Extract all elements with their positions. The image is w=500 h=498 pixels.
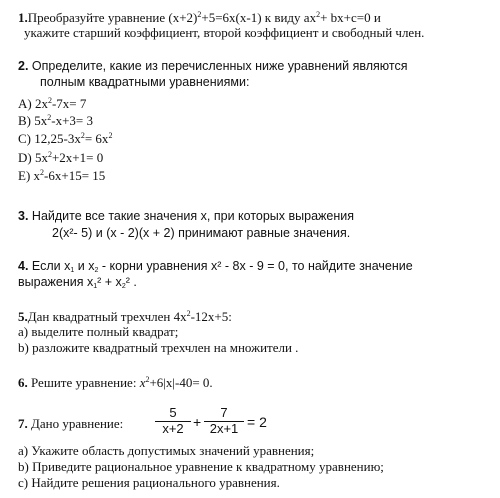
task1-text-b: +5=6x(x-1) к виду ax bbox=[201, 10, 317, 25]
task1-line1 bbox=[18, 10, 381, 25]
task4-number: 4. bbox=[18, 259, 29, 273]
task2-option-d: D) $5x^2+2x+1= 0$ bbox=[18, 150, 104, 165]
task5-line2: a) выделите полный квадрат; bbox=[18, 324, 179, 339]
task4-line1: 4. Если $x_1$ и $x_2$ - корни уравнения x² - 8x - 9 = 0, то найдите значение bbox=[18, 259, 413, 274]
task3-line1: 3. Найдите все такие значения х, при которых выражения bbox=[18, 209, 355, 223]
task2-option-e: E) $x^2-6x+15= 15$ bbox=[18, 168, 106, 183]
task2-option-b: B) $5x^2-x+3= 3$ bbox=[18, 113, 93, 128]
task1-exp1: 2 bbox=[197, 10, 202, 19]
task3-line2: 2(x²- 5) и (x - 2)(x + 2) принимают равные значения. bbox=[52, 226, 351, 240]
task1-exp2: 2 bbox=[316, 10, 321, 19]
task7-line: 7. Дано уравнение: bbox=[18, 416, 124, 431]
task7-plus: + bbox=[193, 414, 202, 430]
task3-number: 3. bbox=[18, 209, 29, 223]
task6-number: 6. bbox=[18, 375, 28, 390]
fraction-1-denominator: x+2 bbox=[162, 421, 184, 436]
fraction-2-numerator: 7 bbox=[220, 405, 228, 420]
task2-number: 2. bbox=[18, 59, 29, 73]
task7-part-b: b) Приведите рациональное уравнение к квадратному уравнению; bbox=[18, 459, 384, 474]
task7-part-a: a) Укажите область допустимых значений уравнения; bbox=[18, 443, 315, 458]
fraction-1-numerator: 5 bbox=[169, 405, 177, 420]
task6-line: 6. Решите уравнение: $x^2+6|x|-40= 0$. bbox=[18, 375, 213, 390]
task7-fraction-1 bbox=[155, 406, 191, 436]
task2-option-a: A) $2x^2-7x= 7$ bbox=[18, 96, 87, 111]
task4-line2: выражения $x_1^2 + x_2^2$ . bbox=[18, 275, 137, 290]
task1-text-c: + bx+c=0 и bbox=[320, 10, 381, 25]
task2-line1: 2. Определите, какие из перечисленных ниже уравнений являются bbox=[18, 59, 408, 73]
task1-number: 1. bbox=[18, 10, 28, 25]
task5-line3: b) разложите квадратный трехчлен на множители . bbox=[18, 340, 299, 355]
task7-number: 7. bbox=[18, 416, 28, 431]
task7-fraction-2 bbox=[204, 406, 244, 436]
task1-line2: укажите старший коэффициент, второй коэффициент и свободный член. bbox=[24, 25, 425, 40]
task5-line1: 5.Дан квадратный трехчлен $4x^2-12x+5$: bbox=[18, 309, 232, 324]
fraction-2-denominator: 2x+1 bbox=[209, 421, 239, 436]
task7-equals: = 2 bbox=[247, 414, 267, 430]
task7-part-c: c) Найдите решения рационального уравнения. bbox=[18, 475, 280, 490]
task5-number: 5. bbox=[18, 309, 28, 324]
task1-text-a: Преобразуйте уравнение (x+2) bbox=[27, 10, 198, 25]
task2-line2: полным квадратными уравнениями: bbox=[40, 75, 250, 89]
task2-option-c: C) $12,25-3x^2= 6x^2$ bbox=[18, 131, 113, 146]
